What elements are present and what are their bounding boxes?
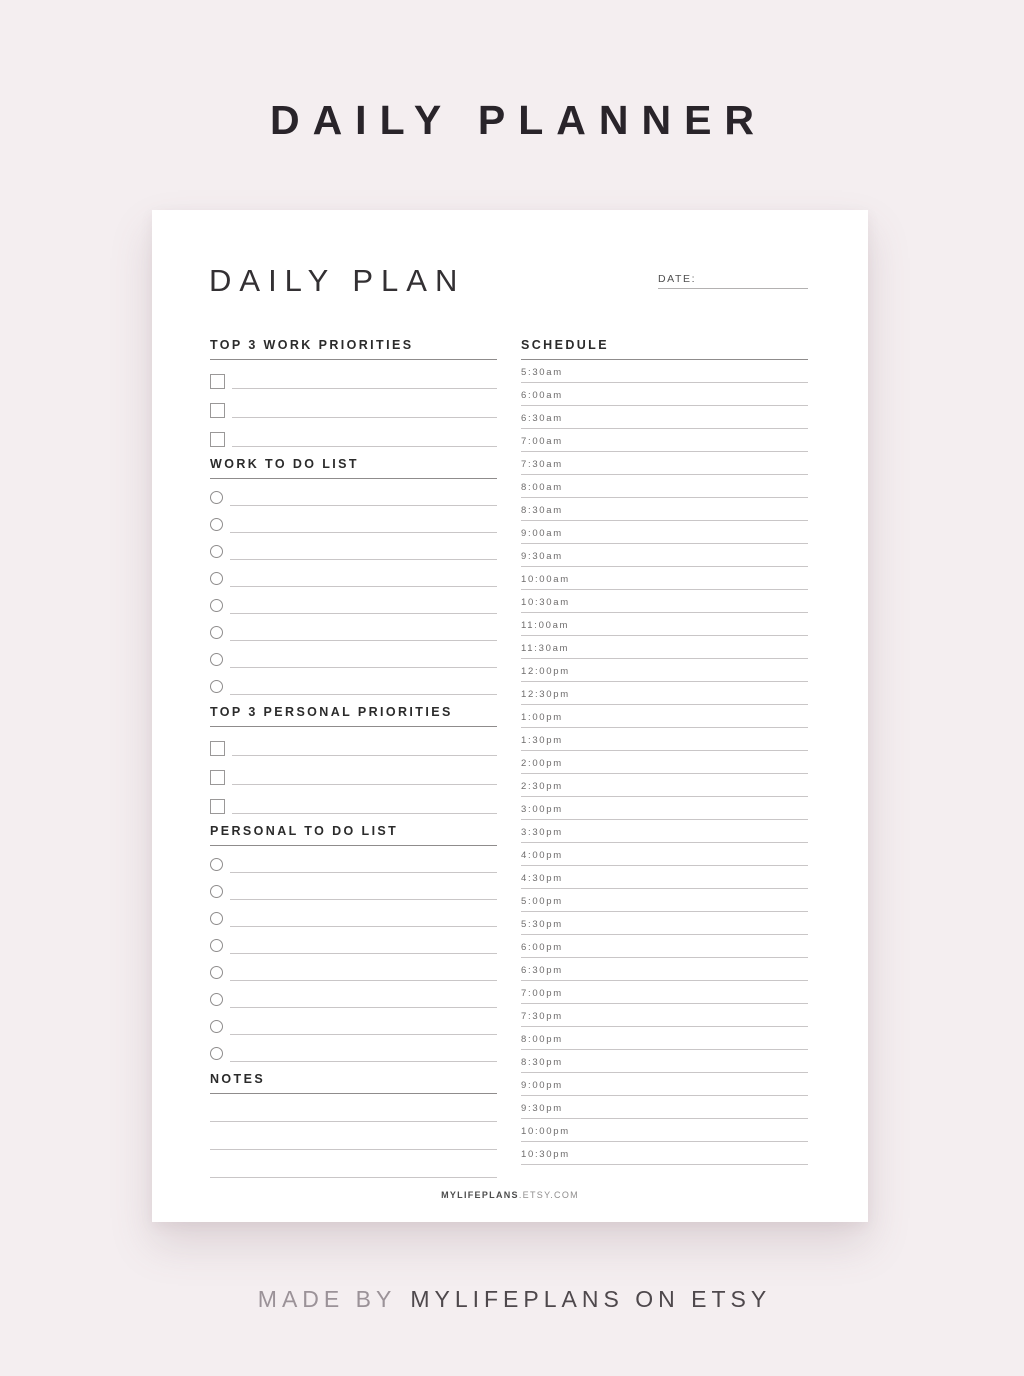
personal-to-do-list-row [210, 1035, 497, 1062]
time-label: 6:30pm [521, 965, 563, 976]
personal-to-do-list-row [210, 954, 497, 981]
schedule-time-row [521, 590, 808, 613]
section-schedule [521, 338, 808, 1165]
schedule-time-row [521, 1073, 808, 1096]
section-rows [210, 846, 497, 1062]
time-label: 11:30am [521, 643, 570, 654]
circle-bullet-icon [210, 626, 223, 639]
writing-line [232, 388, 497, 389]
time-label: 9:00pm [521, 1080, 563, 1091]
planner-page [152, 210, 868, 1222]
writing-line [230, 953, 497, 954]
page-title: DAILY PLANNER [269, 97, 768, 143]
top-3-work-priorities-row [210, 389, 497, 418]
time-label: 12:00pm [521, 666, 570, 677]
writing-line [230, 980, 497, 981]
time-label: 7:30pm [521, 1011, 563, 1022]
schedule-time-row [521, 728, 808, 751]
time-label: 7:00am [521, 436, 563, 447]
writing-line [230, 505, 497, 506]
time-label: 2:30pm [521, 781, 563, 792]
schedule-time-row [521, 360, 808, 383]
left-column [210, 338, 497, 1178]
watermark-suffix: .ETSY.COM [518, 1190, 579, 1200]
circle-bullet-icon [210, 518, 223, 531]
section-title: PERSONAL TO DO LIST [210, 824, 497, 846]
time-label: 9:30pm [521, 1103, 563, 1114]
time-label: 3:00pm [521, 804, 563, 815]
personal-to-do-list-row [210, 873, 497, 900]
circle-bullet-icon [210, 966, 223, 979]
made-by-brand: MYLIFEPLANS ON ETSY [410, 1286, 772, 1312]
section-title: NOTES [210, 1072, 497, 1094]
section-work-to-do-list [210, 457, 497, 695]
site-watermark [152, 1190, 868, 1200]
schedule-time-row [521, 958, 808, 981]
time-label: 7:00pm [521, 988, 563, 999]
made-by-caption [0, 1286, 1024, 1313]
personal-to-do-list-row [210, 846, 497, 873]
section-title: TOP 3 WORK PRIORITIES [210, 338, 497, 360]
circle-bullet-icon [210, 599, 223, 612]
time-label: 1:00pm [521, 712, 563, 723]
work-to-do-list-row [210, 614, 497, 641]
writing-line [230, 1007, 497, 1008]
time-label: 5:30pm [521, 919, 563, 930]
writing-line [230, 694, 497, 695]
schedule-time-row [521, 1027, 808, 1050]
schedule-time-row [521, 751, 808, 774]
time-label: 2:00pm [521, 758, 563, 769]
circle-bullet-icon [210, 653, 223, 666]
time-label: 1:30pm [521, 735, 563, 746]
section-personal-to-do-list [210, 824, 497, 1062]
time-label: 8:30am [521, 505, 563, 516]
writing-line [230, 532, 497, 533]
top-3-personal-priorities-row [210, 727, 497, 756]
time-label: 8:00pm [521, 1034, 563, 1045]
checkbox-icon [210, 770, 225, 785]
time-label: 6:00am [521, 390, 563, 401]
schedule-time-row [521, 1142, 808, 1165]
schedule-time-row [521, 406, 808, 429]
schedule-time-row [521, 613, 808, 636]
section-title: SCHEDULE [521, 338, 808, 360]
circle-bullet-icon [210, 680, 223, 693]
checkbox-icon [210, 799, 225, 814]
checkbox-icon [210, 403, 225, 418]
schedule-time-row [521, 475, 808, 498]
time-label: 5:00pm [521, 896, 563, 907]
schedule-time-row [521, 383, 808, 406]
checkbox-icon [210, 374, 225, 389]
schedule-time-row [521, 1119, 808, 1142]
time-label: 10:30am [521, 597, 570, 608]
time-label: 7:30am [521, 459, 563, 470]
checkbox-icon [210, 432, 225, 447]
schedule-time-row [521, 682, 808, 705]
notes-row [210, 1122, 497, 1150]
time-label: 4:00pm [521, 850, 563, 861]
section-rows [210, 727, 497, 814]
personal-to-do-list-row [210, 927, 497, 954]
schedule-time-row [521, 981, 808, 1004]
work-to-do-list-row [210, 587, 497, 614]
circle-bullet-icon [210, 858, 223, 871]
writing-line [230, 559, 497, 560]
writing-line [230, 926, 497, 927]
circle-bullet-icon [210, 993, 223, 1006]
time-label: 10:00am [521, 574, 570, 585]
planner-heading: DAILY PLAN [209, 263, 466, 298]
time-label: 8:30pm [521, 1057, 563, 1068]
circle-bullet-icon [210, 545, 223, 558]
time-label: 3:30pm [521, 827, 563, 838]
writing-line [232, 813, 497, 814]
circle-bullet-icon [210, 1047, 223, 1060]
top-3-work-priorities-row [210, 418, 497, 447]
made-by-prefix: MADE BY [257, 1286, 397, 1312]
work-to-do-list-row [210, 533, 497, 560]
circle-bullet-icon [210, 912, 223, 925]
schedule-time-row [521, 889, 808, 912]
writing-line [232, 446, 497, 447]
schedule-time-row [521, 452, 808, 475]
schedule-time-row [521, 544, 808, 567]
date-field [658, 268, 808, 289]
schedule-time-row [521, 843, 808, 866]
schedule-time-row [521, 774, 808, 797]
writing-line [230, 586, 497, 587]
work-to-do-list-row [210, 560, 497, 587]
section-top-3-work-priorities [210, 338, 497, 447]
personal-to-do-list-row [210, 981, 497, 1008]
time-label: 9:00am [521, 528, 563, 539]
section-rows [210, 360, 497, 447]
work-to-do-list-row [210, 668, 497, 695]
writing-line [230, 1061, 497, 1062]
schedule-time-row [521, 866, 808, 889]
watermark-brand: MYLIFEPLANS [441, 1190, 519, 1200]
schedule-rows [521, 360, 808, 1165]
work-to-do-list-row [210, 479, 497, 506]
checkbox-icon [210, 741, 225, 756]
writing-line [230, 640, 497, 641]
top-3-personal-priorities-row [210, 785, 497, 814]
personal-to-do-list-row [210, 900, 497, 927]
top-3-work-priorities-row [210, 360, 497, 389]
schedule-time-row [521, 659, 808, 682]
circle-bullet-icon [210, 885, 223, 898]
schedule-time-row [521, 820, 808, 843]
schedule-time-row [521, 705, 808, 728]
work-to-do-list-row [210, 641, 497, 668]
writing-line [230, 872, 497, 873]
writing-line [232, 755, 497, 756]
writing-line [230, 613, 497, 614]
writing-line [230, 899, 497, 900]
section-notes [210, 1072, 497, 1178]
notes-row [210, 1094, 497, 1122]
schedule-column [521, 338, 808, 1165]
personal-to-do-list-row [210, 1008, 497, 1035]
work-to-do-list-row [210, 506, 497, 533]
writing-line [210, 1177, 497, 1178]
date-label: DATE: [658, 273, 697, 285]
section-rows [210, 1094, 497, 1178]
time-label: 10:00pm [521, 1126, 570, 1137]
section-title: TOP 3 PERSONAL PRIORITIES [210, 705, 497, 727]
schedule-time-row [521, 498, 808, 521]
writing-line [232, 417, 497, 418]
schedule-time-row [521, 429, 808, 452]
schedule-time-row [521, 567, 808, 590]
time-label: 12:30pm [521, 689, 570, 700]
time-label: 6:30am [521, 413, 563, 424]
top-3-personal-priorities-row [210, 756, 497, 785]
schedule-time-row [521, 1096, 808, 1119]
circle-bullet-icon [210, 1020, 223, 1033]
writing-line [230, 1034, 497, 1035]
schedule-time-row [521, 797, 808, 820]
schedule-time-row [521, 1004, 808, 1027]
circle-bullet-icon [210, 939, 223, 952]
schedule-time-row [521, 521, 808, 544]
time-label: 8:00am [521, 482, 563, 493]
schedule-time-row [521, 636, 808, 659]
time-label: 9:30am [521, 551, 563, 562]
writing-line [210, 1149, 497, 1150]
section-top-3-personal-priorities [210, 705, 497, 814]
section-title: WORK TO DO LIST [210, 457, 497, 479]
schedule-time-row [521, 935, 808, 958]
writing-line [210, 1121, 497, 1122]
time-label: 6:00pm [521, 942, 563, 953]
schedule-time-row [521, 912, 808, 935]
writing-line [230, 667, 497, 668]
notes-row [210, 1150, 497, 1178]
time-label: 10:30pm [521, 1149, 570, 1160]
time-label: 5:30am [521, 367, 563, 378]
section-rows [210, 479, 497, 695]
time-label: 4:30pm [521, 873, 563, 884]
writing-line [232, 784, 497, 785]
circle-bullet-icon [210, 572, 223, 585]
circle-bullet-icon [210, 491, 223, 504]
time-label: 11:00am [521, 620, 570, 631]
schedule-time-row [521, 1050, 808, 1073]
